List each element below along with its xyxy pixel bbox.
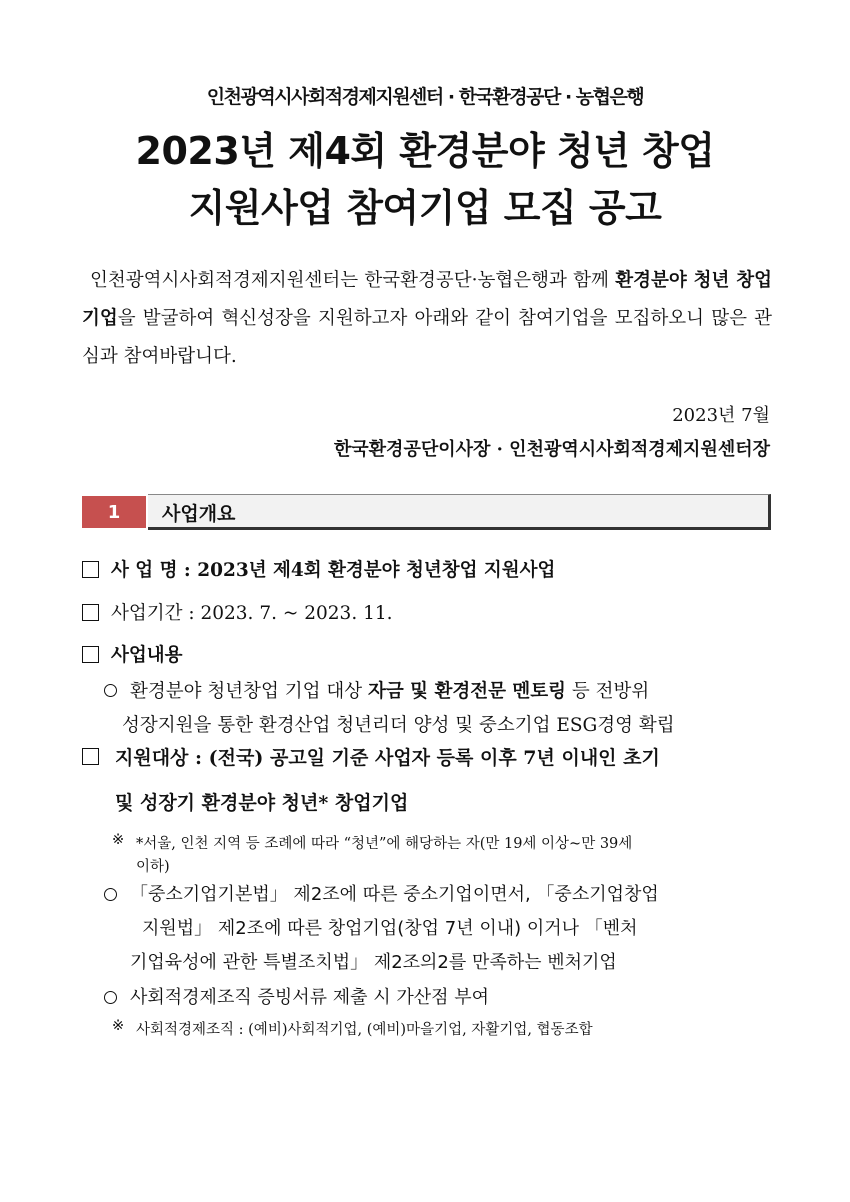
law-line-2: 지원법」 제2조에 따른 창업기업(창업 7년 이내) 이거나 「벤처 <box>142 918 638 939</box>
organizations-line: 인천광역시사회적경제지원센터 · 한국환경공단 · 농협은행 <box>206 86 644 108</box>
intro-text-bold: 환경분야 청년 창업기업 <box>82 270 772 329</box>
checkbox-square-icon <box>82 604 99 621</box>
law-line-1: 「중소기업기본법」 제2조에 따른 중소기업이면서, 「중소기업창업 <box>130 884 659 905</box>
bullet-circle-icon <box>104 888 117 901</box>
issuer-line: 한국환경공단이사장 · 인천광역시사회적경제지원센터장 <box>333 439 770 460</box>
section-header-box <box>148 494 771 530</box>
intro-text-2: 을 발굴하여 혁신성장을 지원하고자 아래와 같이 참여기업을 모집하오니 많은 관심과 참여바랍니다. <box>82 308 772 367</box>
business-name-line: 사 업 명 : 2023년 제4회 환경분야 청년창업 지원사업 <box>111 560 556 581</box>
note-mark-2: ※ <box>112 1018 125 1034</box>
section-title: 사업개요 <box>162 503 236 525</box>
target-line-2: 및 성장기 환경분야 청년* 창업기업 <box>115 792 409 814</box>
intro-paragraph <box>82 262 772 376</box>
target-line-1: 지원대상 : (전국) 공고일 기준 사업자 등록 이후 7년 이내인 초기 <box>115 747 660 769</box>
law-line-3: 기업육성에 관한 특별조치법」 제2조의2를 만족하는 벤처기업 <box>130 952 617 973</box>
content-text-a: 환경분야 청년창업 기업 대상 <box>130 681 368 702</box>
page-title-line2: 지원사업 참여기업 모집 공고 <box>188 186 662 230</box>
business-content-label: 사업내용 <box>111 645 183 666</box>
checkbox-square-icon <box>82 561 99 578</box>
checkbox-square-icon <box>82 646 99 663</box>
checkbox-square-icon <box>82 748 99 765</box>
bullet-circle-icon <box>104 684 117 697</box>
intro-text-1: 인천광역시사회적경제지원센터는 한국환경공단·농협은행과 함께 <box>90 270 616 291</box>
content-line-1 <box>130 677 649 703</box>
content-text-bold: 자금 및 환경전문 멘토링 <box>367 681 567 702</box>
content-line-2: 성장지원을 통한 환경산업 청년리더 양성 및 중소기업 ESG경영 확립 <box>122 715 675 736</box>
youth-note-line-1: *서울, 인천 지역 등 조례에 따라 “청년”에 해당하는 자(만 19세 이상~만 39세 <box>136 836 633 852</box>
content-text-c: 등 전방위 <box>566 681 650 702</box>
section-number: 1 <box>82 496 146 528</box>
youth-note-line-2: 이하) <box>136 859 170 875</box>
note-mark: ※ <box>112 832 125 848</box>
bullet-circle-icon <box>104 991 117 1004</box>
announcement-date: 2023년 7월 <box>672 405 770 426</box>
business-period-line: 사업기간 : 2023. 7. ~ 2023. 11. <box>111 603 393 624</box>
bonus-line: 사회적경제조직 증빙서류 제출 시 가산점 부여 <box>130 987 489 1008</box>
page-title-line1: 2023년 제4회 환경분야 청년 창업 <box>135 129 715 173</box>
social-economy-note: 사회적경제조직 : (예비)사회적기업, (예비)마을기업, 자활기업, 협동조합 <box>136 1022 593 1038</box>
